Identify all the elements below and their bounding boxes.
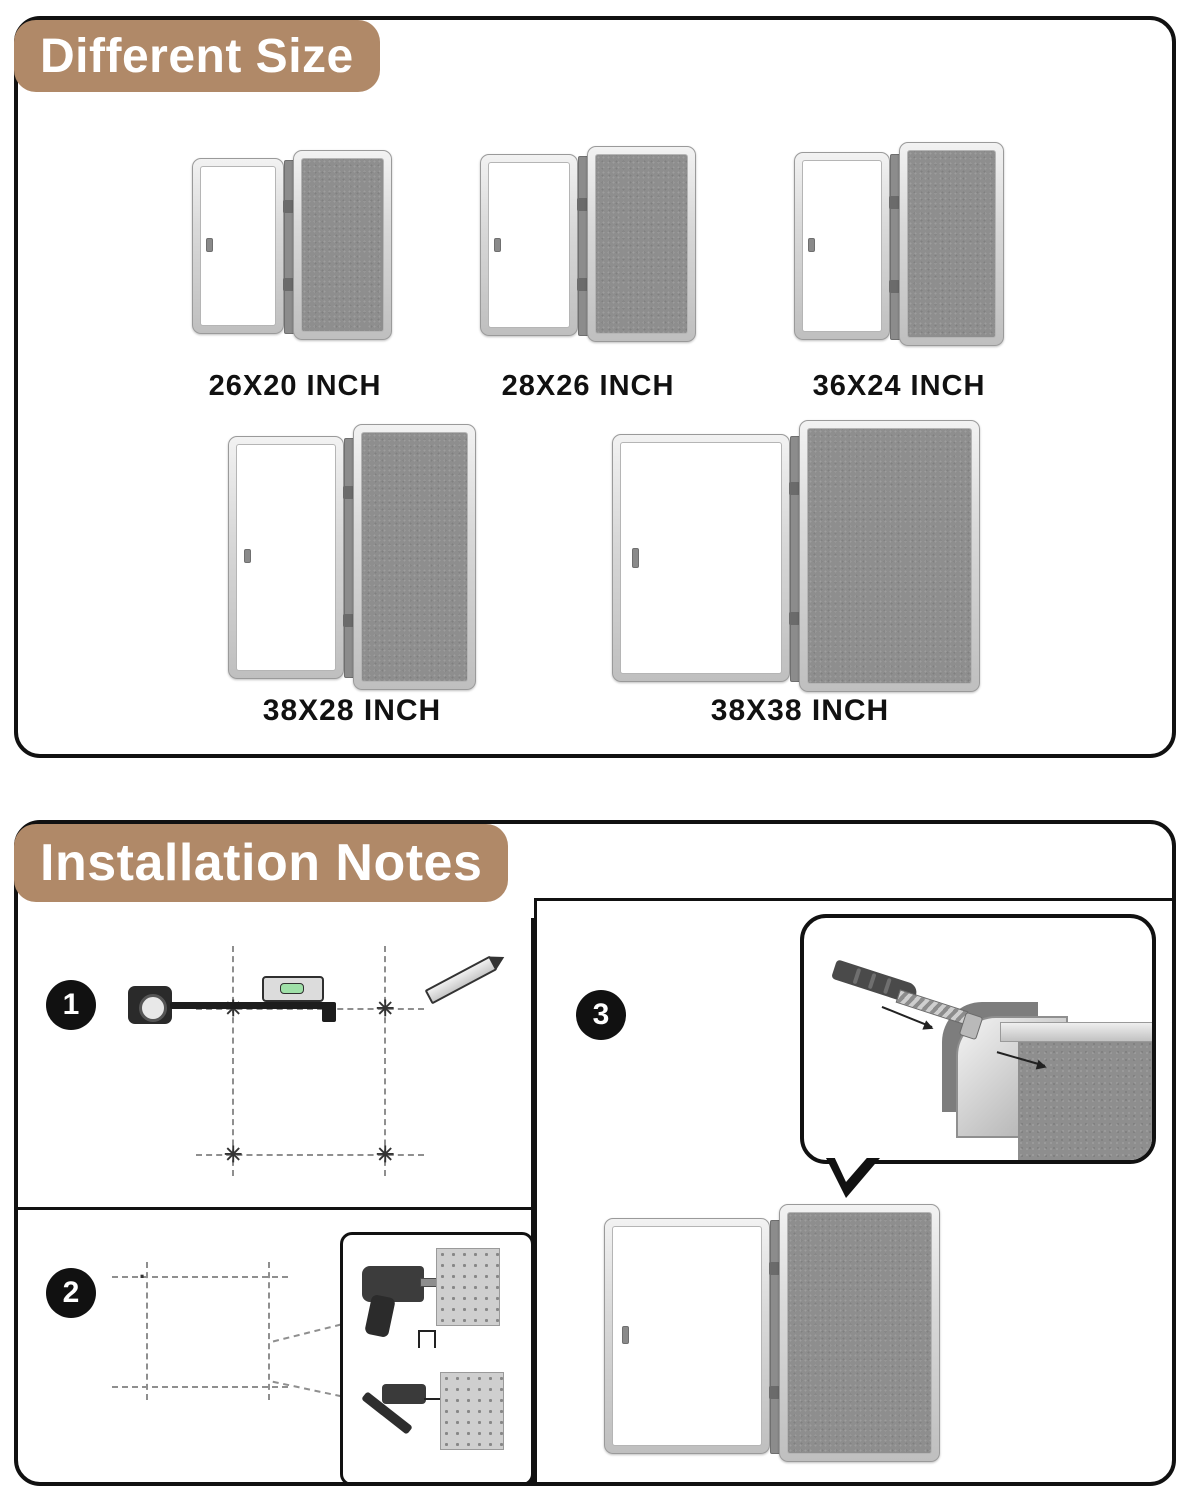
mark-cross: ✳ [224, 1142, 243, 1167]
board-latch-icon [808, 238, 815, 252]
board-illustration-26x20 [192, 150, 392, 340]
board-corner-closeup [800, 914, 1156, 1164]
felt-surface [787, 1212, 932, 1454]
mark-cross: · [139, 1264, 147, 1289]
felt-surface [301, 158, 384, 332]
board-latch-icon [622, 1326, 629, 1344]
tape-measure-dial [139, 994, 167, 1022]
mark-cross: ✳ [376, 996, 395, 1021]
size-label-38x28: 38X28 INCH [262, 694, 442, 727]
board-illustration-28x26 [480, 146, 696, 342]
board-latch-icon [494, 238, 501, 252]
callout-tail-inner [832, 1152, 872, 1182]
whiteboard-surface [612, 1226, 762, 1446]
screw-icon [896, 989, 969, 1025]
board-latch-icon [244, 549, 251, 563]
board-illustration-38x38 [612, 420, 980, 692]
wall-anchor-holes [436, 1248, 500, 1326]
step-2-badge: 2 [46, 1268, 96, 1318]
board-icon [604, 1204, 940, 1462]
size-label-28x26: 28X26 INCH [501, 370, 675, 402]
felt-surface [907, 150, 996, 338]
board-felt-leaf [799, 420, 980, 692]
board-felt-leaf [779, 1204, 940, 1462]
board-felt-leaf [293, 150, 392, 340]
felt-surface [361, 432, 468, 682]
level-bubble-vial [280, 983, 304, 994]
size-label-26x20: 26X20 INCH [208, 370, 382, 402]
felt-surface [807, 428, 972, 684]
whiteboard-surface [236, 444, 336, 671]
board-latch-icon [632, 548, 639, 568]
frame-edge [1000, 1022, 1156, 1042]
felt-surface [1018, 1032, 1156, 1164]
guide-line-horizontal [112, 1386, 288, 1388]
down-arrow-icon [410, 1330, 440, 1368]
size-label-36x24: 36X24 INCH [812, 370, 986, 402]
board-illustration-36x24 [794, 142, 1004, 346]
mark-cross: ✳ [376, 1142, 395, 1167]
tape-measure-blade-end [322, 1002, 336, 1022]
step-3-badge: 3 [576, 990, 626, 1040]
board-felt-leaf [587, 146, 696, 342]
board-felt-leaf [353, 424, 476, 690]
wall-anchor-holes [440, 1372, 504, 1450]
felt-surface [595, 154, 688, 334]
step-1-badge: 1 [46, 980, 96, 1030]
step-1-cell [18, 918, 534, 1210]
size-label-38x38: 38X38 INCH [710, 694, 890, 727]
whiteboard-surface [620, 442, 782, 674]
level-icon [262, 976, 324, 1004]
hammer-head [382, 1384, 426, 1404]
board-felt-leaf [899, 142, 1004, 346]
installation-notes-title: Installation Notes [14, 824, 508, 902]
guide-line-vertical [268, 1262, 270, 1400]
board-illustration-38x28 [228, 424, 476, 690]
different-size-title: Different Size [14, 20, 380, 92]
board-latch-icon [206, 238, 213, 252]
